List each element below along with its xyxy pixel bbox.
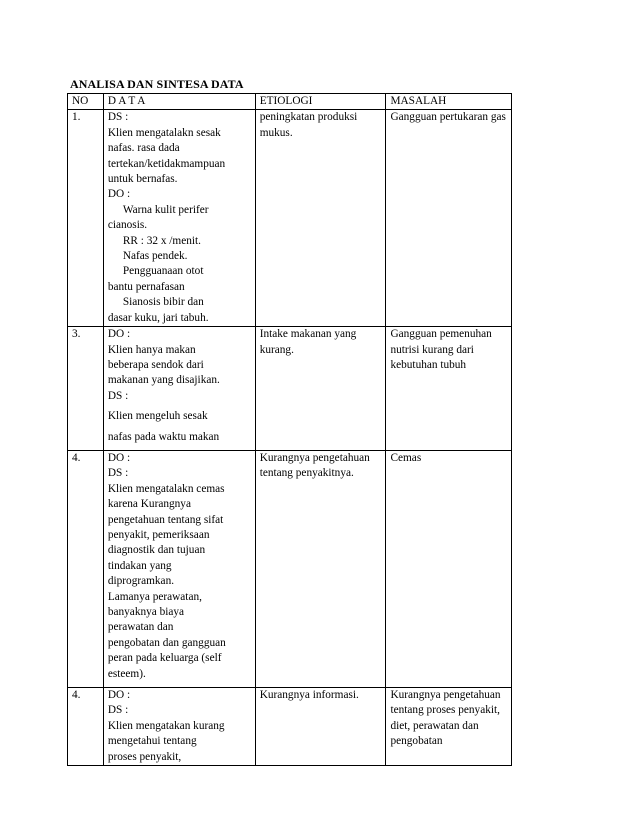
data-line: Klien mengatalakn sesak xyxy=(107,126,221,139)
data-line: Klien mengatalakn cemas xyxy=(107,482,225,495)
data-line: DO : xyxy=(107,328,131,341)
table-row xyxy=(68,688,512,766)
data-line: DS : xyxy=(107,467,129,480)
etiologi-text: peningkatan produksi mukus. xyxy=(259,111,358,139)
table-header-row xyxy=(68,94,512,110)
data-line: banyaknya biaya xyxy=(107,606,185,618)
masalah-text: Gangguan pemenuhan nutrisi kurang dari kebutuhan tubuh xyxy=(390,328,492,371)
data-line: Klien hanya makan xyxy=(107,343,196,356)
etiologi-cell xyxy=(255,688,386,766)
data-line: DS : xyxy=(107,111,129,124)
masalah-text: Kurangnya pengetahuan tentang proses penyakit, diet, perawatan dan pengobatan xyxy=(390,689,501,748)
data-cell xyxy=(103,327,255,451)
data-line: dasar kuku, jari tabuh. xyxy=(107,311,209,324)
row-number: 4. xyxy=(68,688,104,766)
data-cell xyxy=(103,450,255,687)
data-line: cianosis. xyxy=(107,219,148,232)
data-line: Sianosis bibir dan xyxy=(122,296,204,309)
data-line: makanan yang disajikan. xyxy=(107,374,220,387)
data-line: karena Kurangnya xyxy=(107,498,191,511)
data-line: DO : xyxy=(107,188,131,201)
data-cell xyxy=(103,688,255,766)
data-line: Warna kulit perifer xyxy=(122,203,209,216)
data-line: Pengguanaan otot xyxy=(122,265,204,278)
data-line: RR : 32 x /menit. xyxy=(122,234,201,247)
data-cell xyxy=(103,110,255,327)
data-line: mengetahui tentang xyxy=(107,735,197,748)
data-line: diprogramkan. xyxy=(107,575,175,588)
data-line: DO : xyxy=(107,451,131,464)
spacer xyxy=(108,682,252,687)
data-line: Nafas pendek. xyxy=(122,250,188,263)
data-line: untuk bernafas. xyxy=(107,173,178,186)
etiologi-cell xyxy=(255,450,386,687)
table-row xyxy=(68,327,512,451)
data-line: pengobatan dan gangguan xyxy=(107,636,226,649)
data-line: Klien mengeluh sesak xyxy=(107,410,208,423)
etiologi-cell xyxy=(255,110,386,327)
masalah-cell xyxy=(386,688,512,766)
data-line: Lamanya perawatan, xyxy=(107,590,202,603)
masalah-text: Gangguan pertukaran gas xyxy=(390,111,506,124)
header-masalah: MASALAH xyxy=(386,94,512,110)
data-line: DS : xyxy=(107,704,129,717)
spacer xyxy=(108,445,252,450)
data-line: tertekan/ketidakmampuan xyxy=(107,157,226,170)
data-line: esteem). xyxy=(107,667,146,680)
analysis-table xyxy=(67,93,512,766)
table-row xyxy=(68,110,512,327)
data-line: diagnostik dan tujuan xyxy=(107,544,206,557)
data-line: Klien mengatakan kurang xyxy=(107,719,225,732)
data-line: DS : xyxy=(107,389,129,402)
document-title: ANALISA DAN SINTESA DATA xyxy=(70,77,244,91)
header-data: D A T A xyxy=(103,94,255,110)
data-line: pengetahuan tentang sifat xyxy=(107,513,224,526)
data-line: beberapa sendok dari xyxy=(107,358,204,371)
row-number: 4. xyxy=(68,450,104,687)
masalah-text: Cemas xyxy=(390,451,422,464)
etiologi-cell xyxy=(255,327,386,451)
masalah-cell xyxy=(386,110,512,327)
data-line: perawatan dan xyxy=(107,621,174,634)
etiologi-text: Kurangnya pengetahuan tentang penyakitnya. xyxy=(259,451,370,480)
row-number: 3. xyxy=(68,327,104,451)
masalah-cell xyxy=(386,327,512,451)
masalah-cell xyxy=(386,450,512,687)
header-etiologi: ETIOLOGI xyxy=(255,94,386,110)
data-line: tindakan yang xyxy=(107,559,172,572)
data-line: nafas. rasa dada xyxy=(107,142,180,155)
data-line: nafas pada waktu makan xyxy=(107,430,220,443)
etiologi-text: Intake makanan yang kurang. xyxy=(259,328,357,356)
data-line: bantu pernafasan xyxy=(107,280,185,293)
etiologi-text: Kurangnya informasi. xyxy=(259,689,359,702)
data-line: proses penyakit, xyxy=(107,750,182,763)
data-line: DO : xyxy=(107,689,131,702)
header-no: NO xyxy=(68,94,104,110)
data-line: penyakit, pemeriksaan xyxy=(107,528,210,541)
table-row xyxy=(68,450,512,687)
row-number: 1. xyxy=(68,110,104,327)
data-line: peran pada keluarga (self xyxy=(107,652,222,665)
